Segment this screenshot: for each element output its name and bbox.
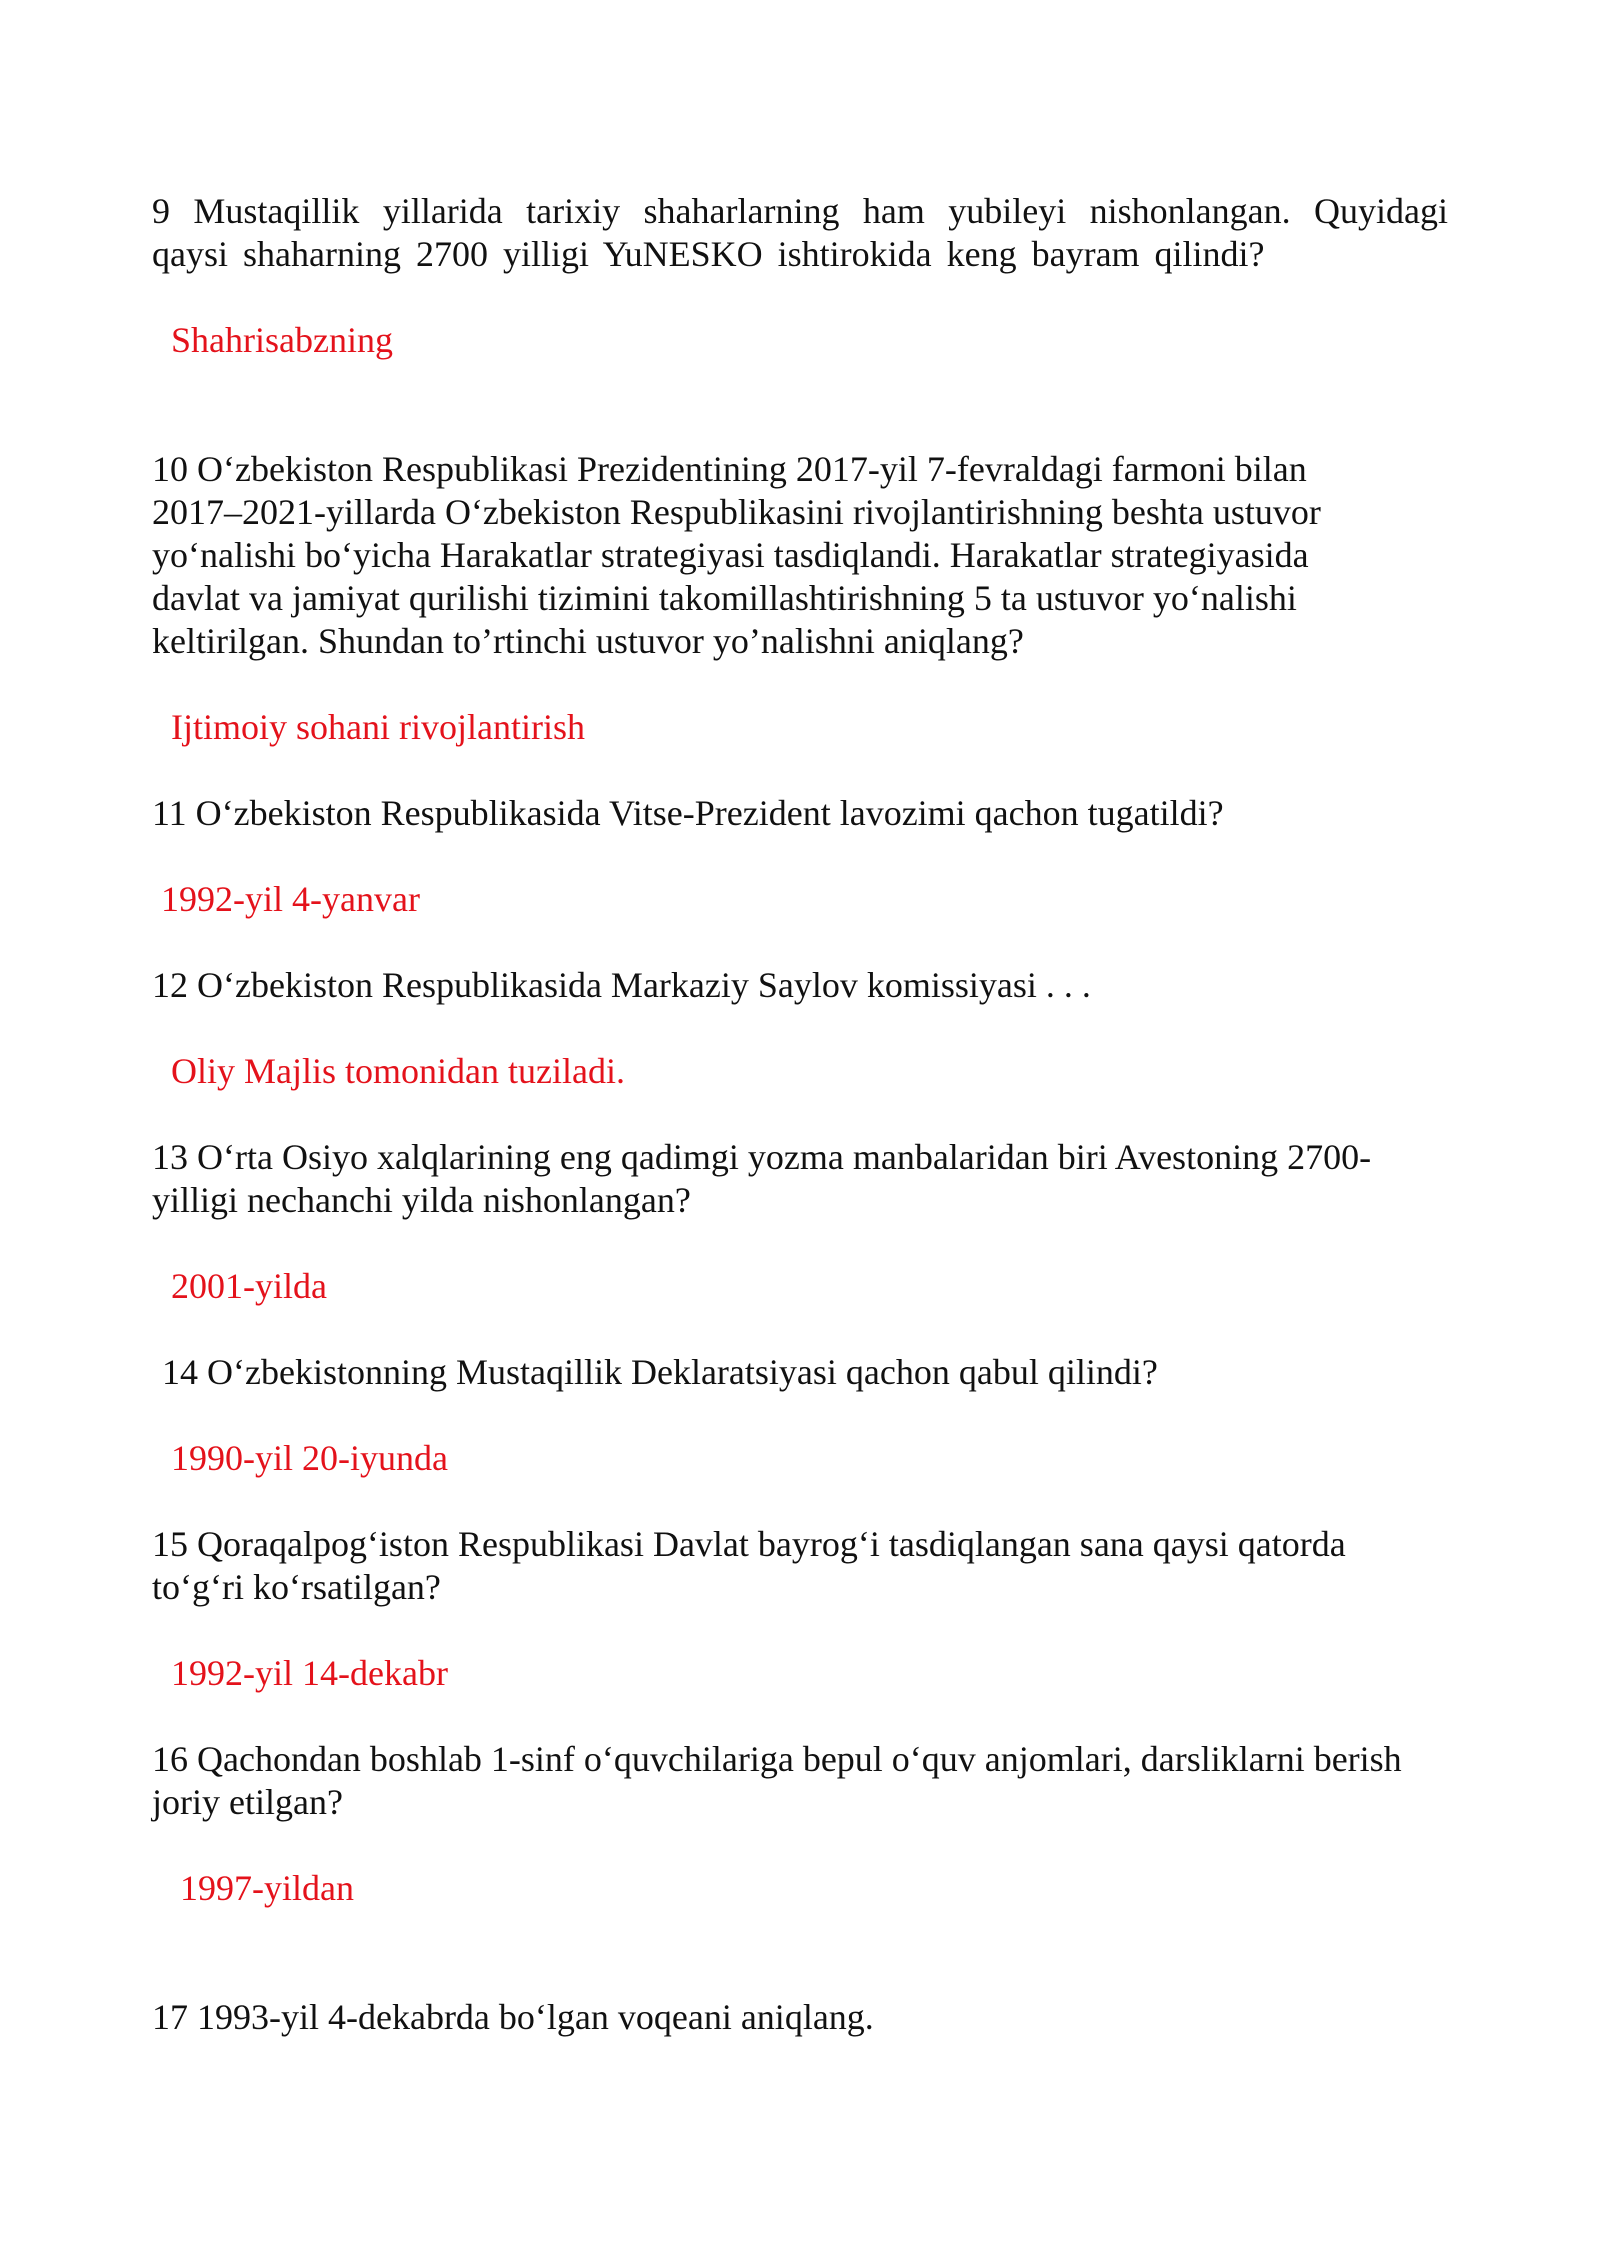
- question-15: 15 Qoraqalpog‘iston Respublikasi Davlat bayrog‘i tasdiqlangan sana qaysi qatorda to‘g‘ri ko‘rsatilgan?: [152, 1524, 1346, 1607]
- answer-12: Oliy Majlis tomonidan tuziladi.: [171, 1051, 625, 1091]
- answer-11: 1992-yil 4-yanvar: [161, 879, 420, 919]
- question-14: 14 O‘zbekistonning Mustaqillik Deklaratsiyasi qachon qabul qilindi?: [162, 1352, 1158, 1392]
- question-12: 12 O‘zbekiston Respublikasida Markaziy Saylov komissiyasi . . .: [152, 965, 1091, 1005]
- question-13: 13 O‘rta Osiyo xalqlarining eng qadimgi yozma manbalaridan biri Avestoning 2700-yilligi nechanchi yilda nishonlangan?: [152, 1137, 1372, 1220]
- question-11: 11 O‘zbekiston Respublikasida Vitse-Prezident lavozimi qachon tugatildi?: [152, 793, 1224, 833]
- document-page: [152, 190, 1448, 2039]
- answer-15: 1992-yil 14-dekabr: [171, 1653, 448, 1693]
- answer-10: Ijtimoiy sohani rivojlantirish: [171, 707, 585, 747]
- answer-9: Shahrisabzning: [171, 320, 393, 360]
- answer-13: 2001-yilda: [171, 1266, 327, 1306]
- answer-16: 1997-yildan: [180, 1868, 354, 1908]
- question-10: 10 O‘zbekiston Respublikasi Prezidentining 2017-yil 7-fevraldagi farmoni bilan 2017–2021-yillarda O‘zbekiston Respublikasini rivojlantirishning beshta ustuvor yo‘nalishi bo‘yicha Harakatlar strategiyasi tasdiqlandi. Harakatlar strategiyasida davlat va jamiyat qurilishi tizimini takomillashtirishning 5 ta ustuvor yo‘nalishi keltirilgan. Shundan to’rtinchi ustuvor yo’nalishni aniqlang?: [152, 449, 1321, 661]
- question-9: 9 Mustaqillik yillarida tarixiy shaharlarning ham yubileyi nishonlangan. Quyidagi qaysi shaharning 2700 yilligi YuNESKO ishtirokida keng bayram qilindi?: [152, 191, 1448, 274]
- question-16: 16 Qachondan boshlab 1-sinf o‘quvchilariga bepul o‘quv anjomlari, darsliklarni berish joriy etilgan?: [152, 1739, 1402, 1822]
- answer-14: 1990-yil 20-iyunda: [171, 1438, 448, 1478]
- question-17: 17 1993-yil 4-dekabrda bo‘lgan voqeani aniqlang.: [152, 1997, 874, 2037]
